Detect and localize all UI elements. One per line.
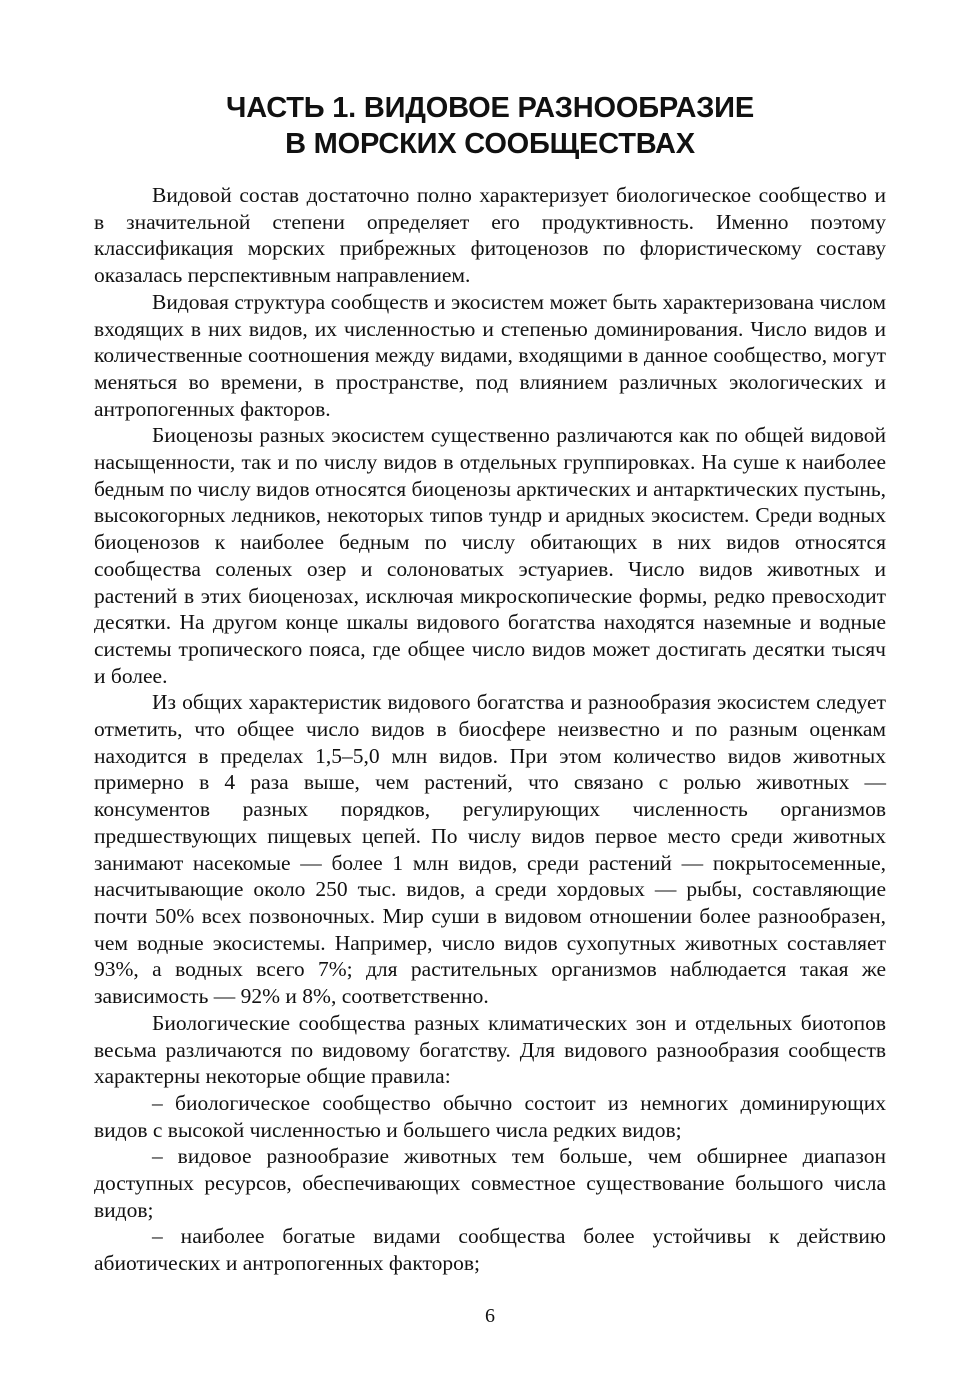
paragraph-2: Видовая структура сообществ и экосистем может быть характеризована числом входящих в них видов, их численностью и степенью доминирования. Число видов и количественные соотношения между видами, входящими в данное сообщество, могут меняться во времени, в пространстве, под влиянием различных экологических и антропогенных факторов. (94, 289, 886, 421)
body-text (94, 182, 886, 1277)
paragraph-4: Из общих характеристик видового богатства и разнообразия экосистем следует отметить, что общее число видов в биосфере неизвестно и по разным оценкам находится в пределах 1,5–5,0 млн видов. При этом количество видов животных примерно в 4 раза выше, чем растений, что связано с ролью животных — консументов разных порядков, регулирующих численность организмов предшествующих пищевых цепей. По числу видов первое место среди животных занимают насекомые — более 1 млн видов, среди растений — покрытосеменные, насчитывающие около 250 тыс. видов, а среди хордовых — рыбы, составляющие почти 50% всех позвоночных. Мир суши в видовом отношении более разнообразен, чем водные экосистемы. Например, число видов сухопутных животных составляет 93%, а водных всего 7%; для растительных организмов наблюдается такая же зависимость — 92% и 8%, соответственно. (94, 690, 886, 1009)
list-item-1: – биологическое сообщество обычно состоит из немногих доминирующих видов с высокой численностью и большего числа редких видов; (94, 1090, 886, 1142)
paragraph-1: Видовой состав достаточно полно характеризует биологическое сообщество и в значительной степени определяет его продуктивность. Именно поэтому классификация морских прибрежных фитоценозов по флористическому составу оказалась перспективным направлением. (94, 183, 886, 288)
paragraph-3: Биоценозы разных экосистем существенно различаются как по общей видовой насыщенности, так и по числу видов в отдельных группировках. На суше к наиболее бедным по числу видов относятся биоценозы арктических и антарктических пустынь, высокогорных ледников, некоторых типов тундр и аридных экосистем. Среди водных биоценозов к наиболее бедным по числу обитающих в них видов относятся сообщества соленых озер и солоноватых эстуариев. Число видов животных и растений в этих биоценозах, исключая микроскопические формы, редко превосходит десятки. На другом конце шкалы видового богатства находятся наземные и водные системы тропического пояса, где общее число видов может достигать десятки тысяч и более. (94, 423, 887, 688)
page-number: 6 (485, 1305, 495, 1327)
paragraph-5: Биологические сообщества разных климатических зон и отдельных биотопов весьма различаются по видовому богатству. Для видового разнообразия сообществ характерны некоторые общие правила: (94, 1010, 886, 1089)
list-item-2: – видовое разнообразие животных тем больше, чем обширнее диапазон доступных ресурсов, обеспечивающих совместное существование большого числа видов; (94, 1144, 886, 1222)
chapter-title-line-1: ЧАСТЬ 1. ВИДОВОЕ РАЗНООБРАЗИЕ (226, 92, 754, 124)
chapter-title (94, 90, 886, 162)
list-item-3: – наиболее богатые видами сообщества более устойчивы к действию абиотических и антропогенных факторов; (94, 1224, 886, 1276)
chapter-title-line-2: В МОРСКИХ СООБЩЕСТВАХ (285, 128, 695, 160)
